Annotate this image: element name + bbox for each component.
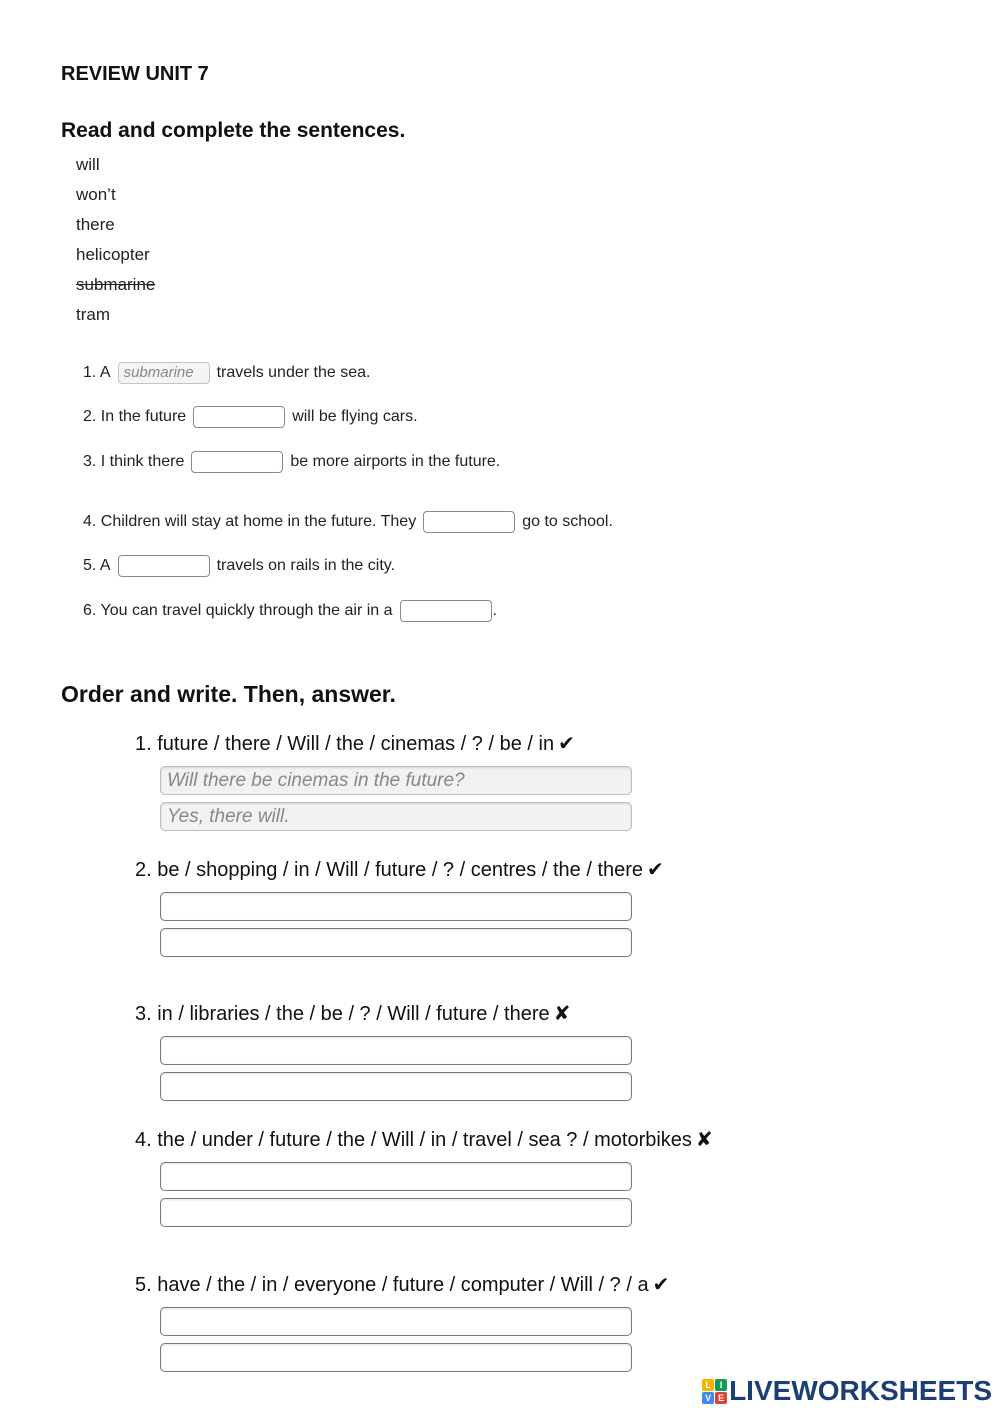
question-prompt: 1. future / there / Will / the / cinemas / ? / be / in [135, 733, 555, 755]
question-4-answer-1[interactable] [160, 1162, 632, 1191]
sentence-1 [83, 362, 370, 384]
question-1-answer-1[interactable]: Will there be cinemas in the future? [160, 766, 632, 795]
logo-text: LIVEWORKSHEETS [729, 1375, 992, 1406]
liveworksheets-logo [702, 1375, 992, 1407]
sentence-text: 6. You can travel quickly through the air in a [83, 602, 393, 619]
answer-gap-3[interactable] [191, 451, 283, 473]
question-prompt: 2. be / shopping / in / Will / future / ? / centres / the / there [135, 859, 644, 881]
question-1 [135, 731, 575, 756]
logo-letter: E [715, 1392, 727, 1404]
sentence-text: 2. In the future [83, 408, 187, 425]
question-5-answer-2[interactable] [160, 1343, 632, 1372]
word-bank-item: will [76, 155, 100, 174]
question-3-answer-1[interactable] [160, 1036, 632, 1065]
sentence-6 [83, 600, 497, 622]
answer-gap-4[interactable] [423, 511, 515, 533]
question-5 [135, 1272, 669, 1297]
question-2-answer-1[interactable] [160, 892, 632, 921]
answer-gap-1[interactable]: submarine [118, 362, 210, 384]
question-2-answer-2[interactable] [160, 928, 632, 957]
sentence-2 [83, 406, 418, 428]
question-3 [135, 1001, 570, 1026]
sentence-4 [83, 511, 613, 533]
question-2 [135, 857, 664, 882]
question-5-answer-1[interactable] [160, 1307, 632, 1336]
sentence-text: 1. A [83, 364, 111, 381]
sentence-5 [83, 555, 395, 577]
sentence-text: travels on rails in the city. [216, 557, 396, 574]
question-prompt: 5. have / the / in / everyone / future / computer / Will / ? / a [135, 1274, 649, 1296]
sentence-text: go to school. [522, 513, 613, 530]
logo-letter: L [702, 1379, 714, 1391]
sentence-text: 3. I think there [83, 453, 185, 470]
word-bank-item-used: submarine [76, 275, 156, 294]
sentence-text: . [492, 602, 497, 619]
question-3-answer-2[interactable] [160, 1072, 632, 1101]
word-bank-item: there [76, 215, 115, 234]
sentence-text: be more airports in the future. [290, 453, 501, 470]
question-1-answer-2[interactable]: Yes, there will. [160, 802, 632, 831]
answer-gap-2[interactable] [193, 406, 285, 428]
sentence-text: travels under the sea. [216, 364, 371, 381]
answer-gap-6[interactable] [400, 600, 492, 622]
question-4 [135, 1127, 713, 1152]
question-4-answer-2[interactable] [160, 1198, 632, 1227]
answer-gap-5[interactable] [118, 555, 210, 577]
logo-icon [702, 1379, 727, 1404]
word-bank-item: won’t [76, 185, 116, 204]
question-prompt: 4. the / under / future / the / Will / in / travel / sea ? / motorbikes [135, 1129, 692, 1151]
cross-icon: ✘ [553, 1003, 571, 1025]
sentence-3 [83, 451, 500, 473]
logo-letter: I [715, 1379, 727, 1391]
section-heading-complete: Read and complete the sentences. [61, 119, 406, 142]
sentence-text: 5. A [83, 557, 111, 574]
logo-letter: V [702, 1392, 714, 1404]
sentence-text: 4. Children will stay at home in the future. They [83, 513, 417, 530]
check-icon: ✔ [647, 859, 664, 881]
check-icon: ✔ [652, 1274, 670, 1296]
section-heading-order: Order and write. Then, answer. [61, 681, 396, 707]
word-bank-item: tram [76, 305, 110, 324]
cross-icon: ✘ [695, 1129, 713, 1151]
sentence-text: will be flying cars. [292, 408, 418, 425]
check-icon: ✔ [558, 733, 575, 755]
question-prompt: 3. in / libraries / the / be / ? / Will / future / there [135, 1003, 550, 1025]
word-bank-item: helicopter [76, 245, 150, 264]
page-title: REVIEW UNIT 7 [61, 63, 209, 85]
